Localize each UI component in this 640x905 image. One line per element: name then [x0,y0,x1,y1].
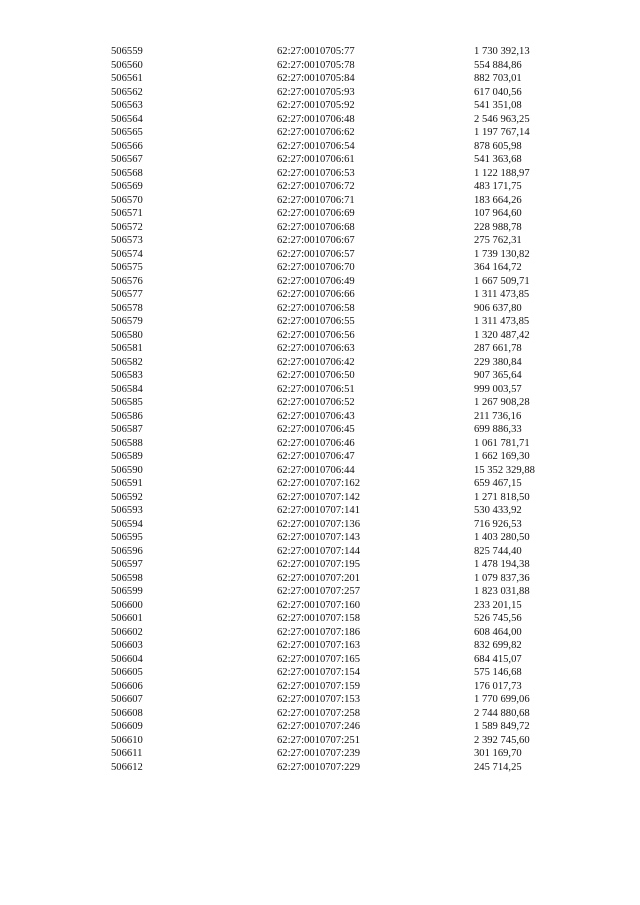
table-row [111,585,574,599]
table-row [111,153,574,167]
cadastral-value-cell: 1 061 781,71 [474,437,530,449]
record-number-cell: 506587 [111,424,143,435]
table-row [111,626,574,640]
table-row [111,221,574,235]
record-number-cell: 506599 [111,586,143,597]
table-row [111,288,574,302]
cadastral-number-cell: 62:27:0010705:93 [277,86,355,98]
cadastral-number-cell: 62:27:0010706:53 [277,167,355,179]
cadastral-number-cell: 62:27:0010705:77 [277,46,355,57]
cadastral-value-cell: 233 201,15 [474,599,522,611]
cadastral-number-cell: 62:27:0010706:56 [277,329,355,341]
cadastral-value-cell: 608 464,00 [474,626,522,638]
cadastral-number-cell: 62:27:0010706:68 [277,221,355,233]
cadastral-value-cell: 364 164,72 [474,262,522,273]
record-number-cell: 506570 [111,194,143,206]
record-number-cell: 506572 [111,221,143,233]
cadastral-number-cell: 62:27:0010706:54 [277,140,355,152]
record-number-cell: 506566 [111,140,143,152]
table-row [111,275,574,289]
cadastral-number-cell: 62:27:0010706:55 [277,316,355,327]
cadastral-value-cell: 906 637,80 [474,302,522,314]
table-row [111,180,574,194]
cadastral-value-cell: 176 017,73 [474,680,522,692]
record-number-cell: 506561 [111,73,143,84]
record-number-cell: 506609 [111,721,143,732]
cadastral-value-cell: 575 146,68 [474,667,522,678]
table-row [111,423,574,437]
cadastral-number-cell: 62:27:0010707:186 [277,626,360,638]
record-number-cell: 506582 [111,356,143,368]
cadastral-number-cell: 62:27:0010707:143 [277,532,360,543]
cadastral-number-cell: 62:27:0010706:69 [277,208,355,219]
table-row [111,59,574,73]
cadastral-value-cell: 1 478 194,38 [474,559,530,570]
record-number-cell: 506589 [111,451,143,462]
cadastral-number-cell: 62:27:0010707:142 [277,491,360,503]
cadastral-number-cell: 62:27:0010706:67 [277,235,355,246]
cadastral-value-cell: 1 122 188,97 [474,167,530,179]
record-number-cell: 506575 [111,262,143,273]
cadastral-number-cell: 62:27:0010707:257 [277,586,360,597]
cadastral-number-cell: 62:27:0010706:46 [277,437,355,449]
record-number-cell: 506598 [111,572,143,584]
cadastral-number-cell: 62:27:0010707:229 [277,761,360,773]
record-number-cell: 506597 [111,559,143,570]
table-row [111,572,574,586]
record-number-cell: 506593 [111,505,143,516]
cadastral-value-cell: 1 320 487,42 [474,329,530,341]
table-body [111,45,574,774]
table-row [111,396,574,410]
cadastral-value-cell: 1 311 473,85 [474,289,530,300]
record-number-cell: 506584 [111,383,143,395]
record-number-cell: 506580 [111,329,143,341]
cadastral-value-table [111,45,574,774]
record-number-cell: 506560 [111,59,143,71]
record-number-cell: 506596 [111,545,143,557]
table-row [111,369,574,383]
table-row [111,86,574,100]
cadastral-value-cell: 1 311 473,85 [474,316,530,327]
cadastral-number-cell: 62:27:0010707:246 [277,721,360,732]
record-number-cell: 506592 [111,491,143,503]
cadastral-value-cell: 659 467,15 [474,478,522,489]
cadastral-number-cell: 62:27:0010706:48 [277,113,355,125]
table-row [111,207,574,221]
table-row [111,464,574,478]
cadastral-number-cell: 62:27:0010707:201 [277,572,360,584]
table-row [111,720,574,734]
cadastral-value-cell: 716 926,53 [474,518,522,530]
record-number-cell: 506602 [111,626,143,638]
cadastral-number-cell: 62:27:0010707:160 [277,599,360,611]
table-row [111,761,574,775]
cadastral-number-cell: 62:27:0010707:154 [277,667,360,678]
cadastral-value-cell: 878 605,98 [474,140,522,152]
table-row [111,518,574,532]
table-row [111,504,574,518]
cadastral-value-cell: 2 744 880,68 [474,707,530,719]
table-row [111,477,574,491]
table-row [111,707,574,721]
cadastral-value-cell: 541 351,08 [474,100,522,111]
record-number-cell: 506583 [111,370,143,381]
cadastral-number-cell: 62:27:0010706:61 [277,154,355,165]
cadastral-value-cell: 228 988,78 [474,221,522,233]
cadastral-number-cell: 62:27:0010706:62 [277,127,355,138]
cadastral-value-cell: 183 664,26 [474,194,522,206]
record-number-cell: 506594 [111,518,143,530]
cadastral-value-cell: 1 267 908,28 [474,397,530,408]
cadastral-number-cell: 62:27:0010706:52 [277,397,355,408]
record-number-cell: 506591 [111,478,143,489]
cadastral-value-cell: 541 363,68 [474,154,522,165]
table-row [111,612,574,626]
table-row [111,491,574,505]
record-number-cell: 506573 [111,235,143,246]
table-row [111,302,574,316]
record-number-cell: 506559 [111,46,143,57]
table-row [111,450,574,464]
cadastral-number-cell: 62:27:0010706:47 [277,451,355,462]
cadastral-value-cell: 699 886,33 [474,424,522,435]
table-row [111,693,574,707]
record-number-cell: 506577 [111,289,143,300]
table-row [111,680,574,694]
record-number-cell: 506564 [111,113,143,125]
cadastral-value-cell: 999 003,57 [474,383,522,395]
table-row [111,531,574,545]
table-row [111,383,574,397]
table-row [111,261,574,275]
cadastral-number-cell: 62:27:0010705:84 [277,73,355,84]
record-number-cell: 506578 [111,302,143,314]
cadastral-number-cell: 62:27:0010706:49 [277,275,355,287]
cadastral-value-cell: 832 699,82 [474,640,522,651]
cadastral-value-cell: 245 714,25 [474,761,522,773]
cadastral-number-cell: 62:27:0010707:162 [277,478,360,489]
cadastral-number-cell: 62:27:0010706:50 [277,370,355,381]
record-number-cell: 506595 [111,532,143,543]
cadastral-number-cell: 62:27:0010706:42 [277,356,355,368]
record-number-cell: 506611 [111,748,143,759]
cadastral-value-cell: 825 744,40 [474,545,522,557]
cadastral-number-cell: 62:27:0010706:44 [277,464,355,476]
table-row [111,234,574,248]
cadastral-number-cell: 62:27:0010706:66 [277,289,355,300]
table-row [111,653,574,667]
cadastral-number-cell: 62:27:0010706:71 [277,194,355,206]
table-row [111,329,574,343]
cadastral-number-cell: 62:27:0010707:165 [277,653,360,665]
cadastral-value-cell: 1 730 392,13 [474,46,530,57]
cadastral-number-cell: 62:27:0010705:92 [277,100,355,111]
table-row [111,342,574,356]
record-number-cell: 506612 [111,761,143,773]
record-number-cell: 506610 [111,734,143,746]
table-row [111,315,574,329]
record-number-cell: 506600 [111,599,143,611]
cadastral-value-cell: 1 403 280,50 [474,532,530,543]
cadastral-number-cell: 62:27:0010707:136 [277,518,360,530]
cadastral-number-cell: 62:27:0010706:70 [277,262,355,273]
record-number-cell: 506608 [111,707,143,719]
cadastral-value-cell: 907 365,64 [474,370,522,381]
table-row [111,99,574,113]
cadastral-value-cell: 1 271 818,50 [474,491,530,503]
record-number-cell: 506581 [111,343,143,354]
cadastral-value-cell: 1 197 767,14 [474,127,530,138]
cadastral-value-cell: 483 171,75 [474,181,522,192]
table-row [111,356,574,370]
table-row [111,45,574,59]
cadastral-number-cell: 62:27:0010707:251 [277,734,360,746]
record-number-cell: 506568 [111,167,143,179]
cadastral-value-cell: 526 745,56 [474,613,522,624]
table-row [111,113,574,127]
table-row [111,140,574,154]
cadastral-number-cell: 62:27:0010706:43 [277,410,355,422]
cadastral-value-cell: 15 352 329,88 [474,464,535,476]
cadastral-value-cell: 229 380,84 [474,356,522,368]
record-number-cell: 506603 [111,640,143,651]
cadastral-value-cell: 1 662 169,30 [474,451,530,462]
record-number-cell: 506601 [111,613,143,624]
cadastral-value-cell: 1 667 509,71 [474,275,530,287]
record-number-cell: 506571 [111,208,143,219]
record-number-cell: 506586 [111,410,143,422]
cadastral-value-cell: 1 739 130,82 [474,248,530,260]
record-number-cell: 506574 [111,248,143,260]
cadastral-number-cell: 62:27:0010706:63 [277,343,355,354]
cadastral-value-cell: 617 040,56 [474,86,522,98]
cadastral-value-cell: 1 079 837,36 [474,572,530,584]
cadastral-number-cell: 62:27:0010707:195 [277,559,360,570]
record-number-cell: 506607 [111,694,143,705]
table-row [111,248,574,262]
table-row [111,126,574,140]
record-number-cell: 506605 [111,667,143,678]
cadastral-value-cell: 554 884,86 [474,59,522,71]
record-number-cell: 506565 [111,127,143,138]
record-number-cell: 506590 [111,464,143,476]
table-row [111,167,574,181]
cadastral-value-cell: 684 415,07 [474,653,522,665]
cadastral-value-cell: 287 661,78 [474,343,522,354]
table-row [111,734,574,748]
cadastral-number-cell: 62:27:0010707:258 [277,707,360,719]
cadastral-number-cell: 62:27:0010706:58 [277,302,355,314]
cadastral-number-cell: 62:27:0010707:144 [277,545,360,557]
cadastral-value-cell: 530 433,92 [474,505,522,516]
cadastral-value-cell: 107 964,60 [474,208,522,219]
cadastral-value-cell: 275 762,31 [474,235,522,246]
cadastral-value-cell: 301 169,70 [474,748,522,759]
table-row [111,639,574,653]
cadastral-number-cell: 62:27:0010706:57 [277,248,355,260]
cadastral-value-cell: 1 823 031,88 [474,586,530,597]
table-row [111,72,574,86]
cadastral-value-cell: 1 589 849,72 [474,721,530,732]
cadastral-number-cell: 62:27:0010705:78 [277,59,355,71]
record-number-cell: 506585 [111,397,143,408]
table-row [111,194,574,208]
cadastral-number-cell: 62:27:0010706:51 [277,383,355,395]
cadastral-number-cell: 62:27:0010707:153 [277,694,360,705]
record-number-cell: 506563 [111,100,143,111]
cadastral-value-cell: 1 770 699,06 [474,694,530,705]
table-row [111,410,574,424]
record-number-cell: 506567 [111,154,143,165]
table-row [111,599,574,613]
cadastral-value-cell: 2 392 745,60 [474,734,530,746]
record-number-cell: 506576 [111,275,143,287]
record-number-cell: 506606 [111,680,143,692]
cadastral-number-cell: 62:27:0010706:72 [277,181,355,192]
cadastral-number-cell: 62:27:0010707:239 [277,748,360,759]
record-number-cell: 506588 [111,437,143,449]
table-row [111,747,574,761]
cadastral-number-cell: 62:27:0010706:45 [277,424,355,435]
table-row [111,558,574,572]
table-row [111,666,574,680]
record-number-cell: 506562 [111,86,143,98]
cadastral-value-cell: 882 703,01 [474,73,522,84]
cadastral-number-cell: 62:27:0010707:159 [277,680,360,692]
cadastral-number-cell: 62:27:0010707:141 [277,505,360,516]
cadastral-number-cell: 62:27:0010707:158 [277,613,360,624]
cadastral-number-cell: 62:27:0010707:163 [277,640,360,651]
table-row [111,437,574,451]
record-number-cell: 506569 [111,181,143,192]
table-row [111,545,574,559]
record-number-cell: 506579 [111,316,143,327]
cadastral-value-cell: 211 736,16 [474,410,522,422]
record-number-cell: 506604 [111,653,143,665]
cadastral-value-cell: 2 546 963,25 [474,113,530,125]
